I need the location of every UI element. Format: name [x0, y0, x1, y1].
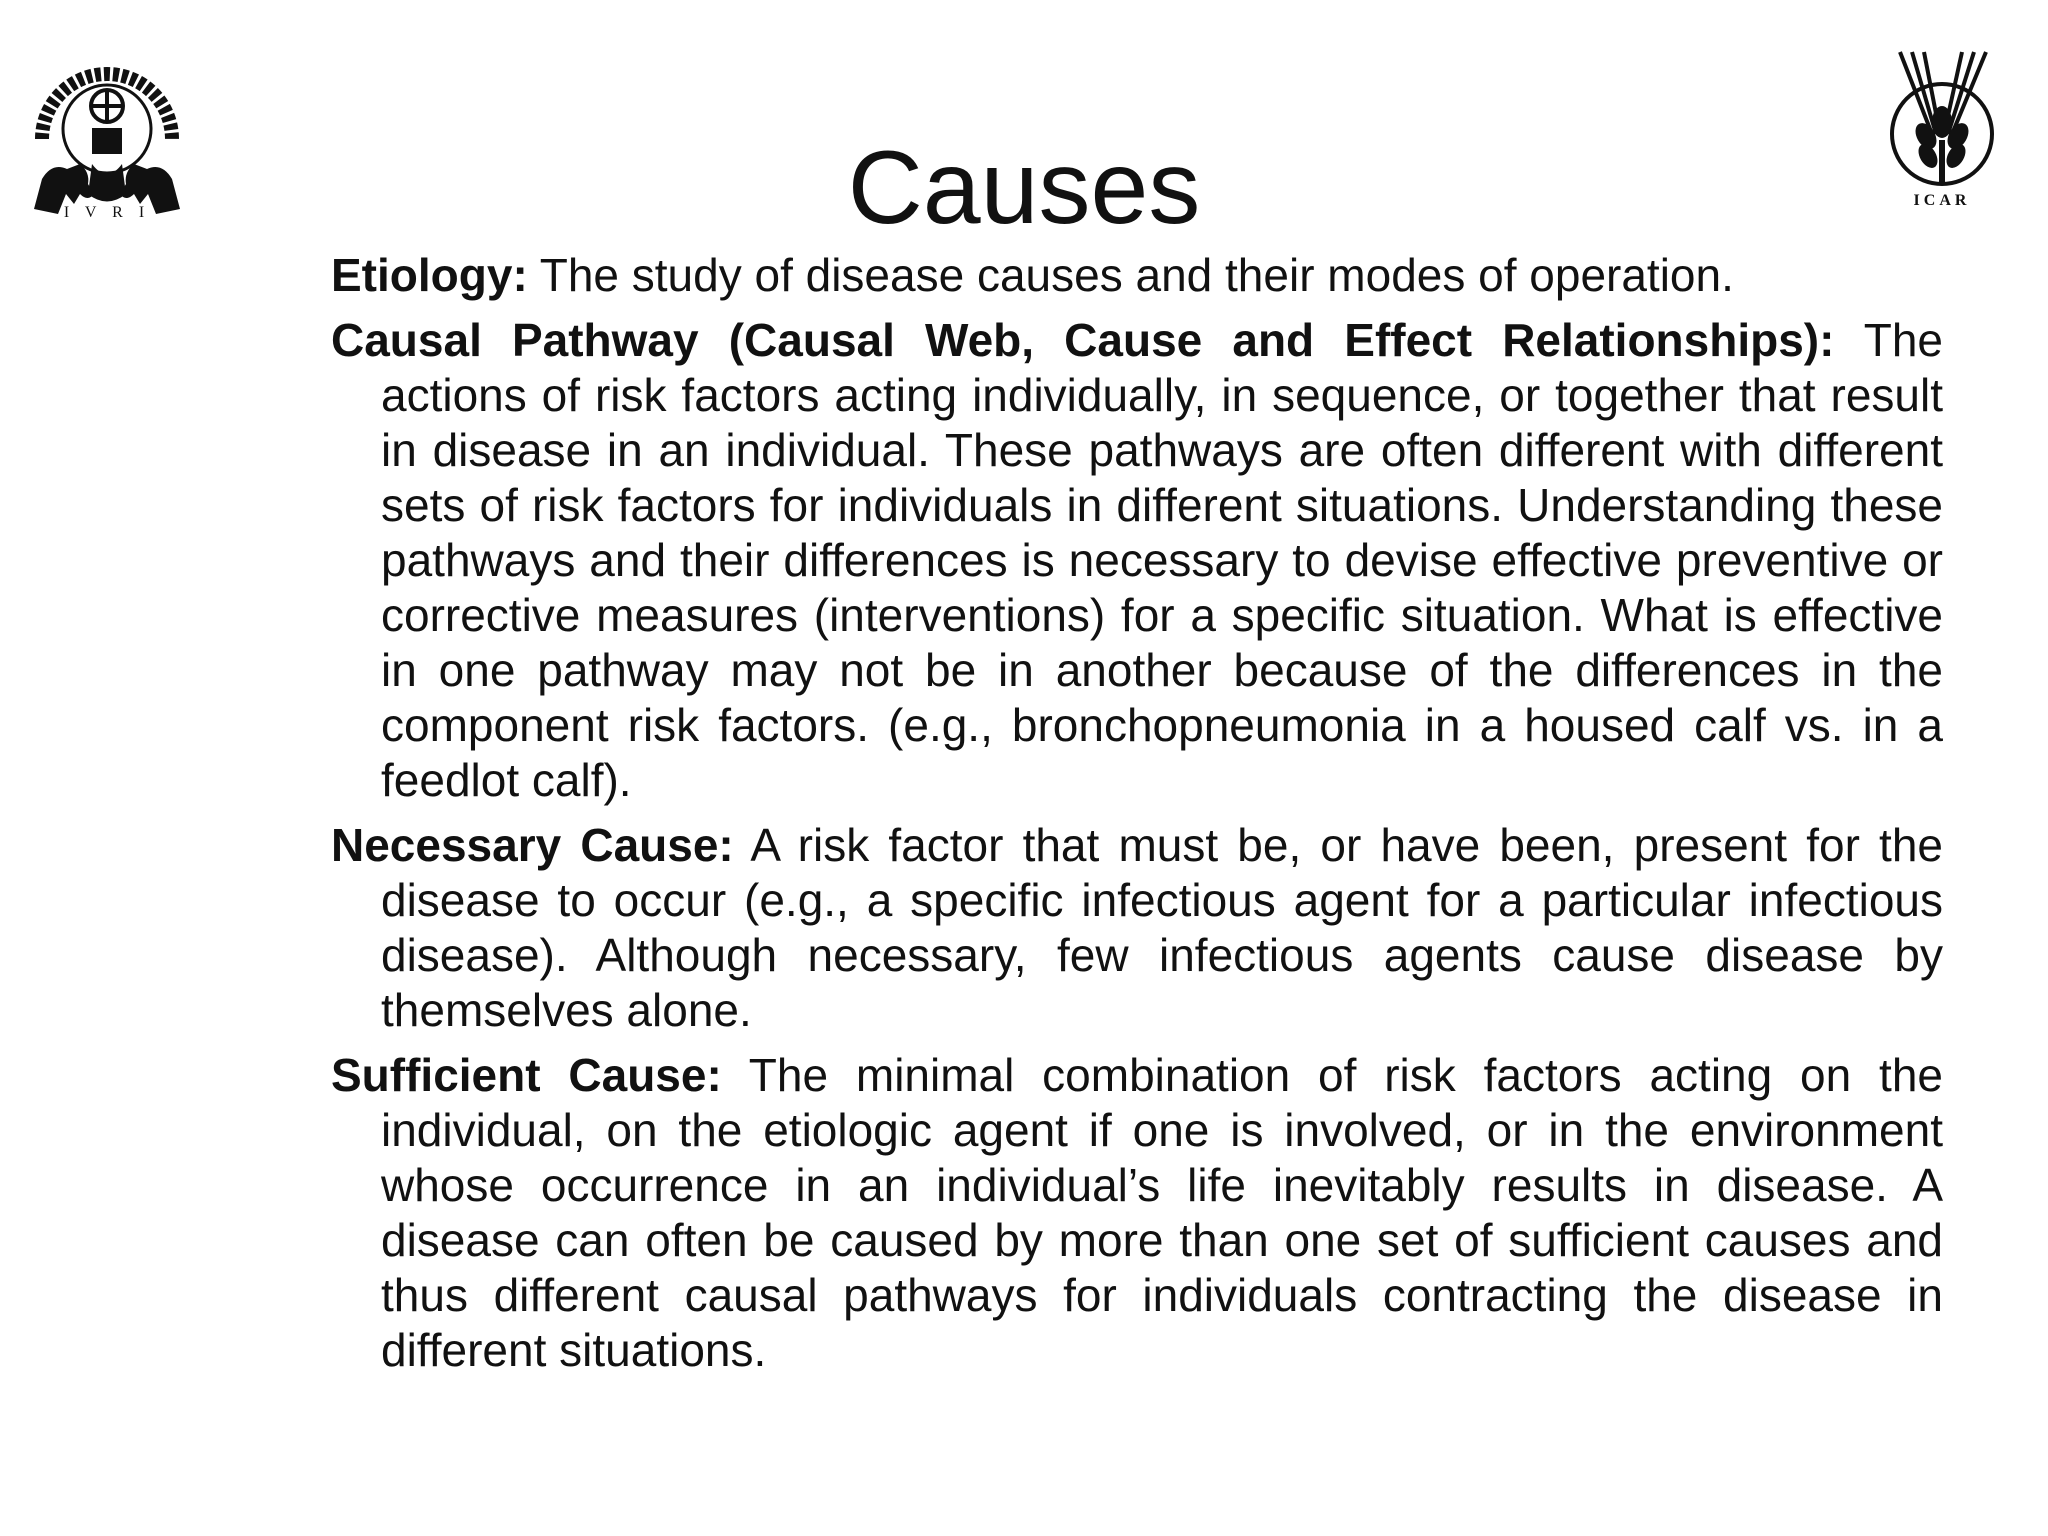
- definition-term: Sufficient Cause:: [331, 1049, 722, 1101]
- icar-logo-caption: ICAR: [1913, 192, 1971, 209]
- definitions-list: [331, 248, 1943, 1388]
- definition-term: Etiology:: [331, 249, 528, 301]
- definition-term: Causal Pathway (Causal Web, Cause and Effect Relationships):: [331, 314, 1835, 366]
- definition-text: The study of disease causes and their modes of operation.: [539, 249, 1734, 301]
- definition-causal-pathway: [331, 313, 1943, 808]
- definition-necessary-cause: [331, 818, 1943, 1038]
- definition-etiology: [331, 248, 1943, 303]
- definition-text: A risk factor that must be, or have been, present for the disease to occur (e.g., a specific infectious agent for a particular infectious disease). Although necessary, few infectious agents cause disease by themselves alone.: [381, 819, 1943, 1036]
- definition-text: The actions of risk factors acting individually, in sequence, or together that result in disease in an individual. These pathways are often different with different sets of risk factors for individuals in different situations. Understanding these pathways and their differences is necessary to devise effective preventive or corrective measures (interventions) for a specific situation. What is effective in one pathway may not be in another because of the differences in the component risk factors. (e.g., bronchopneumonia in a housed calf vs. in a feedlot calf).: [381, 314, 1943, 806]
- definition-text: The minimal combination of risk factors acting on the individual, on the etiologic agent if one is involved, or in the environment whose occurrence in an individual’s life inevitably results in disease. A disease can often be caused by more than one set of sufficient causes and thus different causal pathways for individuals contracting the disease in different situations.: [381, 1049, 1943, 1376]
- ivri-logo-caption: I V R I: [63, 204, 151, 221]
- slide-title: Causes: [847, 130, 1201, 246]
- definition-sufficient-cause: [331, 1048, 1943, 1378]
- definition-term: Necessary Cause:: [331, 819, 734, 871]
